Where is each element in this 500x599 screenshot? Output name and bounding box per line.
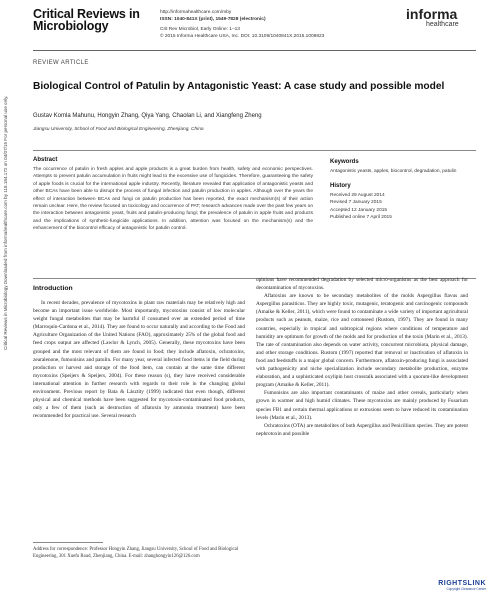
rightslink-sub: Copyright Clearance Center [446,587,486,591]
right-column [256,276,468,438]
abstract-text: The occurrence of patulin in fresh apples and apple products is a great burden from health, safety and economic perspectives. Attempts to prevent patulin accumulation in fruits might lead to the excessive use of fungicides. Therefore, guaranteeing the safety of apple foods is crucial for the international apple industry. Recently, literature revealed that application of antagonistic yeasts and other BCAs have been able to disrupt the process of fungal infection and patulin production in apples. Although over the years the effect of interaction between BCAs and fungi on patulin production has been reported, the exact mechanism(s) of their action remain unclear. Here, the review focused on toxicology and occurrence of PAT; research advances made over the past few years on the interaction between antagonistic yeast, fruits and patulin-producing fungi; the prevalence of patulin in apple fruits and products and the implications of synthetic-fungicide applications. In addition, attention was focused on the mechanism(s) and the enhancement of the biocontrol efficacy of antagonistic for patulin control. [33,167,313,232]
left-column [33,285,245,420]
history-received: Received 29 August 2014 [330,193,385,199]
journal-name: Critical Reviews in Microbiology [33,7,140,33]
history-published: Published online 7 April 2015 [330,214,392,220]
header-divider [33,50,476,51]
affiliation: Jiangsu University, School of Food and Biological Engineering, Zhenjiang, China [33,127,204,132]
abstract-section [33,157,313,233]
publisher-sub: healthcare [426,21,459,28]
footnote-divider [33,542,103,543]
keywords-text: Antagonistic yeasts, apples, biocontrol, degradation, patulin [330,169,457,174]
download-watermark: Critical Reviews in Microbiology Downloaded from informahealthcare.com by 118.184.172 on 04/07/15 For personal use only. [3,95,8,350]
article-type: REVIEW ARTICLE [33,60,89,66]
right-paragraph: Ochratoxins (OTA) are metabolites of both Aspergillus and Penicillium species. They are potent nephrotoxin and possible [256,422,468,437]
authors: Gustav Komla Mahunu, Hongyin Zhang, Qiya Yang, Chaolan Li, and Xiangfeng Zheng [33,113,262,119]
title-divider [33,150,476,151]
history-revised: Revised 7 January 2015 [330,200,382,206]
right-paragraph: opinions have recommended degradation by selected micro-organisms as the best approach for decontamination of mycotoxins. [256,277,468,292]
article-title: Biological Control of Patulin by Antagonistic Yeast: A case study and possible model [33,81,445,92]
right-paragraph: Fumonisins are also important contaminants of maize and other cereals, particularly when grown in warmer and high humid climates. These mycotoxins are mainly produced by Fusarium species FB1 and certain thermal applications or extrusions seem to have reduced its contamination levels (Marin et al., 2013). [256,390,468,421]
abstract-heading: Abstract [33,157,58,163]
rightslink-logo[interactable] [426,580,486,591]
publisher-logo [406,8,476,28]
journal-url[interactable]: http://informahealthcare.com/mby [160,10,232,15]
rightslink-label: RIGHTSLINK [438,580,486,587]
introduction-heading: Introduction [33,285,73,292]
correspondence-footnote: Address for correspondence: Professor Hongyin Zhang, Jiangsu University, School of Food and Biological Engineering, 301 Xuefu Road, Zhenjiang, China. E-mail: zhanghongyin126@126.com [33,547,239,559]
citation: Crit Rev Microbiol, Early Online: 1–13 [160,27,240,32]
header-meta [160,9,375,40]
right-paragraph: Aflatoxins are known to be secondary metabolites of the molds Aspergillus flavus and Aspergillus parasiticus. They are highly toxic, mutagenic, teratogenic and carcinogenic compounds (Amaike & Keller, 2011), which were found to contaminate a wide variety of important agricultural products such as peanuts, maize, rice and cottonseed (Rustom, 1997). They are found in many countries, especially in tropical and subtropical regions where conditions of temperature and humidity are optimum for growth of the molds and for production of the toxin (Marin et al., 2013). The rate of contamination also depends on water activity, concurrent microbiota, physical damage, and other storage conditions. Rustom (1997) reported that removal or inactivation of aflatoxin in food and feedstuffs is a major global concern. Furthermore, aflatoxin-producing fungi is associated with pathogenicity and niche specialization include secondary metabolite production, enzyme elaboration, and a sophisticated oxylipin host crosstalk associated with a quorum-like development program (Amaike & Keller, 2011). [256,293,468,389]
intro-paragraph: In recent decades, prevalence of mycotoxins in plant raw materials may be relatively high and become an important issue worldwide. Most importantly, mycotoxins consist of low molecular weight fungal metabolites that may be harmful if consumed over an extended period of time (Marroquín-Cardona et al., 2014). They are found to occur naturally and according to the Food and Agriculture Organization of the United Nations (FAO), approximately 25% of the global food and feed crops output are affected (Lawlor & Lynch, 2005). Generally, these mycotoxins have been grouped and the most relevant of them are found in food; they include aflatoxin, ochratoxins, zearalenone, fumonisins and patulin. For many year, several infected food items in the field during production or harvest and storage of the food item, can contain at the same time different mycotoxins (Speijers & Speijers, 2004). For these reason (s), they have received considerable international attention in further research with regards to their role in the changing global environment. Previous report by Bata & Lásztity (1999) indicated that even though, different physical and chemical methods have been suggested for mycotoxin-contaminated food products, only a few of them (such as destruction of aflatoxin by ammonia treatment) have been recommended for practical use. Several research [33,300,245,420]
article-info-sidebar [330,157,470,221]
history-accepted: Accepted 12 January 2015 [330,207,388,213]
issn: ISSN: 1040-841X (print), 1549-7828 (electronic) [160,17,266,22]
history-heading: History [330,183,351,190]
publisher-name: informa [406,6,458,22]
keywords-heading: Keywords [330,159,359,165]
copyright: © 2015 Informa Healthcare USA, Inc. DOI: 10.3109/1040841X.2015.1009823 [160,34,325,39]
